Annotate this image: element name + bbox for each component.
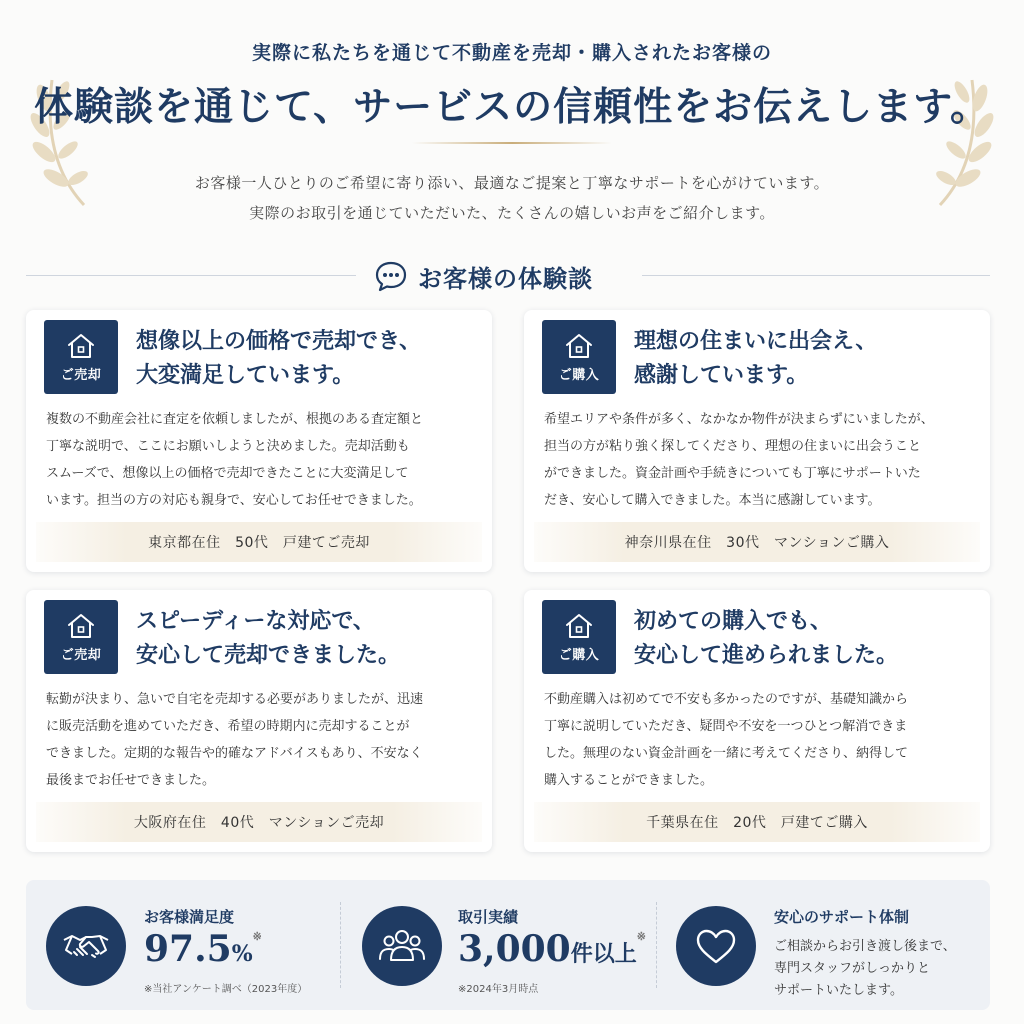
card-title: 想像以上の価格で売却でき、 大変満足しています。 [136,328,422,388]
house-icon [564,332,594,360]
house-icon [66,612,96,640]
stat-deals [342,880,656,1010]
stat-separator [340,902,341,988]
stat-support [658,880,990,1010]
handshake-icon [62,926,110,966]
card-footer: 東京都在住 50代 戸建てご売却 [36,522,482,562]
section-title: お客様の体験談 [418,263,593,293]
testimonial-card-3 [26,590,492,852]
satisfaction-note: ※当社アンケート調べ（2023年度） [144,984,308,995]
hero-title: 体験談を通じて、サービスの信頼性をお伝えします。 [33,84,991,130]
deals-label: 取引実績 [458,908,519,926]
card-body: 転勤が決まり、急いで自宅を売却する必要がありましたが、迅速 に販売活動を進めていただき、希望の時期内に売却することが できました。定期的な報告や的確なアドバイスもあり、不安なく 最後までお任せできました。 [46,692,424,788]
card-body: 不動産購入は初めてで不安も多かったのですが、基礎知識から 丁寧に説明していただき、疑問や不安を一つひとつ解消できま した。無理のない資金計画を一緒に考えてくださり、納得して 購入することができました。 [544,692,909,788]
section-heading [374,258,593,294]
heart-icon-circle [676,906,756,986]
handshake-icon-circle [46,906,126,986]
heart-icon [692,926,740,966]
card-title: 理想の住まいに出会え、 感謝しています。 [634,328,878,388]
deals-note: ※2024年3月時点 [458,984,539,995]
section-divider-right [642,275,990,276]
card-title: 初めての購入でも、 安心して進められました。 [634,608,899,668]
support-description: ご相談からお引き渡し後まで、 専門スタッフがしっかりと サポートいたします。 [774,939,956,998]
satisfaction-value: 97.5%※ [144,928,262,970]
card-footer: 千葉県在住 20代 戸建てご購入 [534,802,980,842]
hero-divider [412,142,612,144]
purchase-badge: ご購入 [542,600,616,674]
chat-bubble-icon [374,259,408,293]
house-icon [564,612,594,640]
card-footer: 大阪府在住 40代 マンションご売却 [36,802,482,842]
hero-subtitle: 実際に私たちを通じて不動産を売却・購入されたお客様の [251,42,772,64]
testimonial-card-4 [524,590,990,852]
card-body: 複数の不動産会社に査定を依頼しましたが、根拠のある査定額と 丁寧な説明で、ここにお願いしようと決めました。売却活動も スムーズで、想像以上の価格で売却できたことに大変満足して います。担当の方の対応も親身で、安心してお任せできました。 [46,412,424,508]
support-label: 安心のサポート体制 [774,908,910,926]
people-icon [378,926,426,966]
stat-satisfaction [26,880,340,1010]
card-title: スピーディーな対応で、 安心して売却できました。 [136,608,401,668]
hero-intro-line2: 実際のお取引を通じていただいた、たくさんの嬉しいお声をご紹介します。 [249,204,775,222]
deals-value: 3,000件以上※ [458,928,646,970]
purchase-badge: ご購入 [542,320,616,394]
card-body: 希望エリアや条件が多く、なかなか物件が決まらずにいましたが、 担当の方が粘り強く探してくださり、理想の住まいに出会うこと ができました。資金計画や手続きについても丁寧にサポートいた だき、安心して購入できました。本当に感謝しています。 [544,412,934,508]
house-icon [66,332,96,360]
sale-badge: ご売却 [44,600,118,674]
sale-badge: ご売却 [44,320,118,394]
stat-separator [656,902,657,988]
testimonial-card-2 [524,310,990,572]
stats-bar [26,880,990,1010]
satisfaction-label: お客様満足度 [144,908,235,926]
testimonial-card-1 [26,310,492,572]
section-divider-left [26,275,356,276]
hero-intro-line1: お客様一人ひとりのご希望に寄り添い、最適なご提案と丁寧なサポートを心がけています。 [194,174,830,192]
card-footer: 神奈川県在住 30代 マンションご購入 [534,522,980,562]
people-icon-circle [362,906,442,986]
